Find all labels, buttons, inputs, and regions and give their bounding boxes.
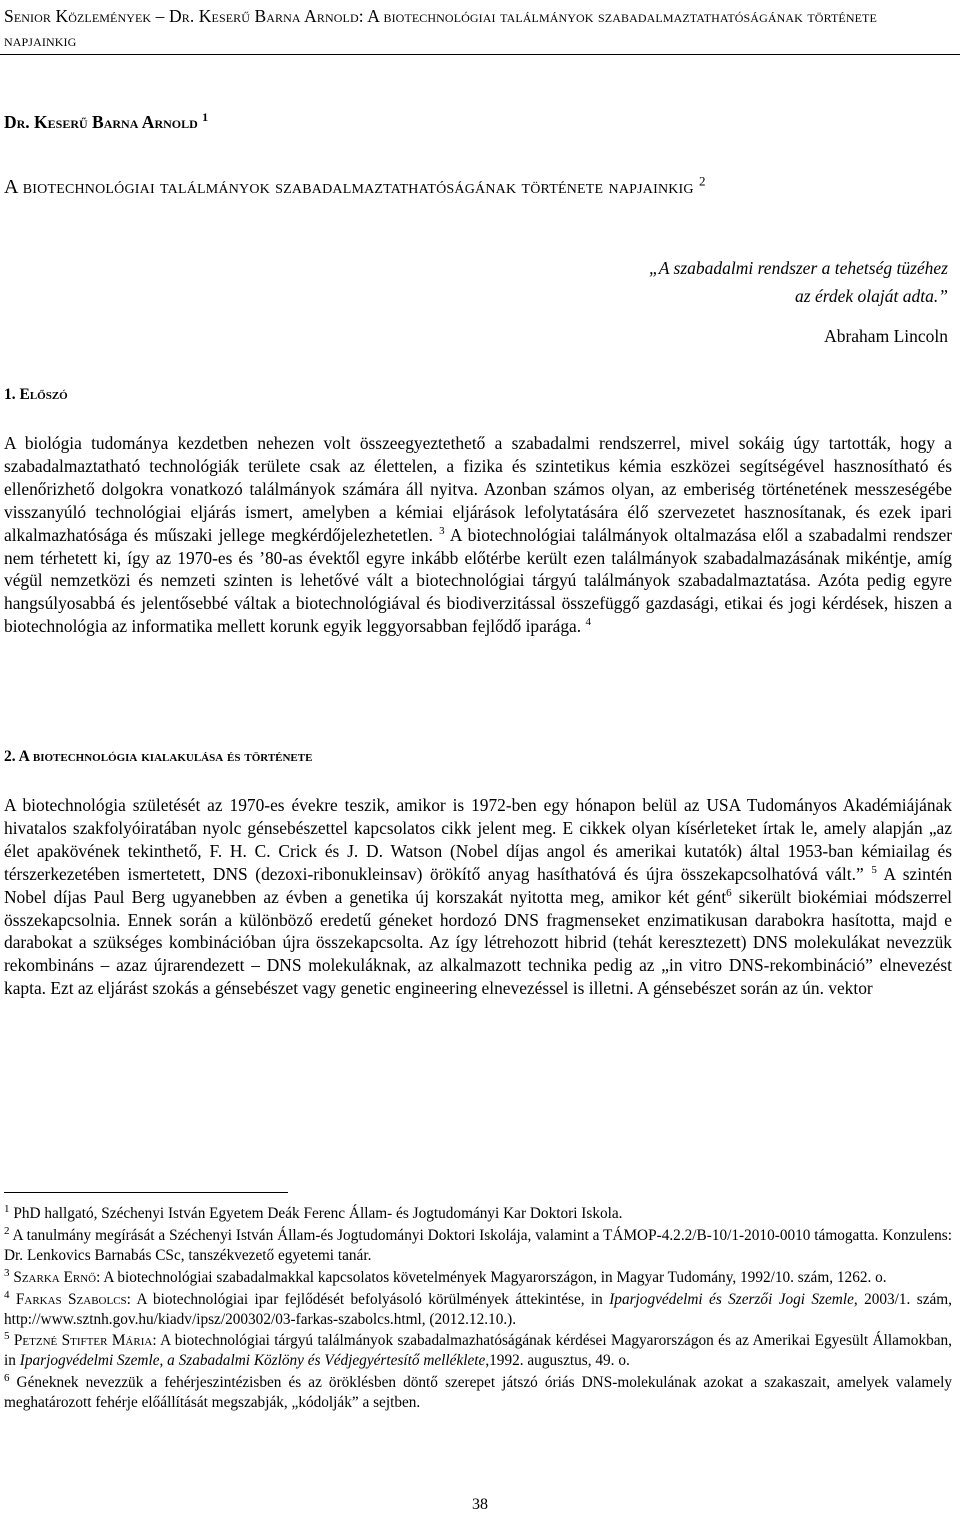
- author-name: Dr. Keserű Barna Arnold: [4, 112, 198, 132]
- article-title: [4, 172, 952, 202]
- footnote-journal: Iparjogvédelmi és Szerzői Jogi Szemle: [609, 1290, 854, 1308]
- footnotes: [4, 1204, 952, 1415]
- footnote-number: 5: [4, 1330, 10, 1343]
- footnote-author: Szarka Ernő: [13, 1268, 97, 1286]
- section-2-text-b: A szintén Nobel díjas Paul Berg ugyanebben az évben a genetika új korszakát nyitotta meg, amikor két gént: [4, 863, 953, 907]
- footnote-rest: , 1992/10. szám, 1262. o.: [732, 1268, 887, 1286]
- footnote-text: : A biotechnológiai ipar fejlődését befolyásoló körülmények áttekintése, in: [126, 1290, 610, 1308]
- section-1-text-b: A biotechnológiai találmányok oltalmazása elől a szabadalmi rendszer nem térhetett ki, így az 1970-es és ’80-as évektől egyre inkább előtérbe került ezen találmányok szabadalmazásának mikéntje, amíg végül nemzetközi és nemzeti szinten is lehetővé vált a biotechnológiai tárgyú találmányok szabadalmaztatása. Azóta pedig egyre hangsúlyosabbá és jelentősebbé váltak a biotechnológiával és biodiverzitással összefüggő gazdasági, etikai és jogi kérdések, hiszen a biotechnológia az informatika mellett korunk egyik leggyorsabban fejlődő iparága.: [4, 524, 952, 637]
- section-heading-1: 1. Előszó: [4, 386, 68, 403]
- section-1-text-a: A biológia tudománya kezdetben nehezen volt összeegyeztethető a szabadalmi rendszerrel, mivel sokáig úgy tartották, hogy a szabadalmaztatható technológiák területe csak az élettelen, a fizika és szintetikus kémia eszközei segítségével hasznosítható és ellenőrizhető dolgokra vonatkozó találmányok számára áll nyitva. Azonban számos olyan, az emberiség történetének messzeségébe visszanyúló technológiai eljárás ismert, amelyben a kémiai eljárások lefolytatására élő szervezetet hasznosítanak, és ezek ipari alkalmazhatósága és műszaki jellege megkérdőjelezhetetlen.: [4, 433, 952, 545]
- footnote-text: Géneknek nevezzük a fehérjeszintézisben és az öröklésben döntő szerepet játszó óriás DNS-molekulának azokat a szakaszait, amelyek valamely meghatározott fehérje előállítását megszabják, „kódolják” a sejtben.: [4, 1374, 952, 1412]
- footnote-rest: ,1992. augusztus, 49. o.: [485, 1352, 630, 1370]
- footnote-number: 2: [4, 1224, 10, 1237]
- section-2-body: [4, 794, 952, 1000]
- footnote-3: [4, 1268, 952, 1288]
- footnote-rest[interactable]: , 2003/1. szám, http://www.sztnh.gov.hu/kiadv/ipsz/200302/03-farkas-szabolcs.html, (2012.12.10.).: [4, 1290, 953, 1328]
- footnote-4: [4, 1290, 952, 1330]
- footnote-ref-3[interactable]: 3: [439, 524, 445, 537]
- footnote-text: : A biotechnológiai szabadalmakkal kapcsolatos követelmények Magyarországon, in: [96, 1268, 617, 1286]
- footnote-number: 4: [4, 1288, 10, 1301]
- footnote-number: 3: [4, 1266, 10, 1279]
- article-author: [4, 112, 208, 133]
- epigraph-author: Abraham Lincoln: [824, 326, 948, 346]
- footnote-text: PhD hallgató, Széchenyi István Egyetem Deák Ferenc Állam- és Jogtudományi Kar Doktori Iskola.: [9, 1205, 623, 1222]
- section-2-text-c: sikerült biokémiai módszerrel összekapcsolnia. Ennek során a különböző eredetű géneket hordozó DNS fragmenseket enzimatikusan darabokra hasította, majd e darabokat a szükséges kombinációban újra összekapcsolta. Az így létrehozott hibrid (tehát keresztezett) DNS molekulákat nevezzük rekombináns – azaz újrarendezett – DNS molekuláknak, az alkalmazott technika pedig az „in vitro DNS-rekombináció” elnevezést kapta. Ezt az eljárást szokás a génsebészet vagy genetic engineering elnevezéssel is illetni. A génsebészet során az ún. vektor: [4, 886, 952, 999]
- footnote-ref-5[interactable]: 5: [871, 863, 877, 876]
- footnote-ref-6[interactable]: 6: [726, 886, 732, 899]
- footnote-journal: Magyar Tudomány: [616, 1268, 733, 1286]
- header-divider: [0, 54, 960, 55]
- title-text: A biotechnológiai találmányok szabadalmaztathatóságának története napjainkig: [4, 176, 694, 198]
- author-footnote-ref[interactable]: 1: [202, 110, 209, 125]
- footnote-ref-4[interactable]: 4: [585, 616, 591, 629]
- title-footnote-ref[interactable]: 2: [698, 173, 706, 189]
- footnote-journal: Iparjogvédelmi Szemle, a Szabadalmi Közlöny és Védjegyértesítő melléklete: [19, 1352, 486, 1370]
- footnote-1: [4, 1204, 952, 1224]
- page-number: 38: [472, 1496, 488, 1513]
- section-2-text-a: A biotechnológia születését az 1970-es évekre teszik, amikor is 1972-ben egy hónapon belül az USA Tudományos Akadémiájának hivatalos szakfolyóiratában nyolc génsebészettel kapcsolatos cikk jelent meg. E cikkek olyan kísérleteket írtak le, amely alapján „az élet apakövének tekinthető, F. H. C. Crick és J. D. Watson (Nobel díjas angol és amerikai kutatók) által 1953-ban kémiailag és térszerkezetében ismertetett, DNS (dezoxi-ribonukleinsav) örökítő anyag hasíthatóvá és újra összekapcsolhatóvá vált.”: [4, 795, 952, 884]
- epigraph-line-2: az érdek olaját adta.”: [795, 286, 948, 306]
- section-1-body: [4, 432, 952, 638]
- footnote-author: Farkas Szabolcs: [15, 1290, 127, 1308]
- footnote-5: [4, 1331, 952, 1371]
- epigraph-line-1: „A szabadalmi rendszer a tehetség tüzéhez: [649, 258, 948, 278]
- section-heading-2: 2. A biotechnológia kialakulása és története: [4, 748, 313, 765]
- epigraph: [348, 254, 948, 310]
- running-header: Senior Közlemények – Dr. Keserű Barna Arnold: A biotechnológiai találmányok szabadalmaztathatóságának története napjainkig: [4, 6, 877, 50]
- section-2-paragraph: [4, 794, 952, 1000]
- footnote-2: [4, 1226, 952, 1266]
- footnote-author: Petzné Stifter Mária: [13, 1332, 153, 1350]
- footnote-text: : A biotechnológiai tárgyú találmányok szabadalmazhatóságának kérdései Magyarországon és az Amerikai Egyesült Államokban, in: [4, 1332, 953, 1370]
- footnote-separator: [4, 1192, 288, 1193]
- footnote-text: A tanulmány megírását a Széchenyi István Állam-és Jogtudományi Doktori Iskolája, valamint a TÁMOP-4.2.2/B-10/1-2010-0010 támogatta. Konzulens: Dr. Lenkovics Barnabás CSc, tanszékvezető egyetemi tanár.: [4, 1226, 952, 1264]
- footnote-number: 6: [4, 1372, 10, 1385]
- footnote-6: [4, 1373, 952, 1413]
- footnote-number: 1: [4, 1202, 10, 1215]
- section-1-paragraph: [4, 432, 952, 638]
